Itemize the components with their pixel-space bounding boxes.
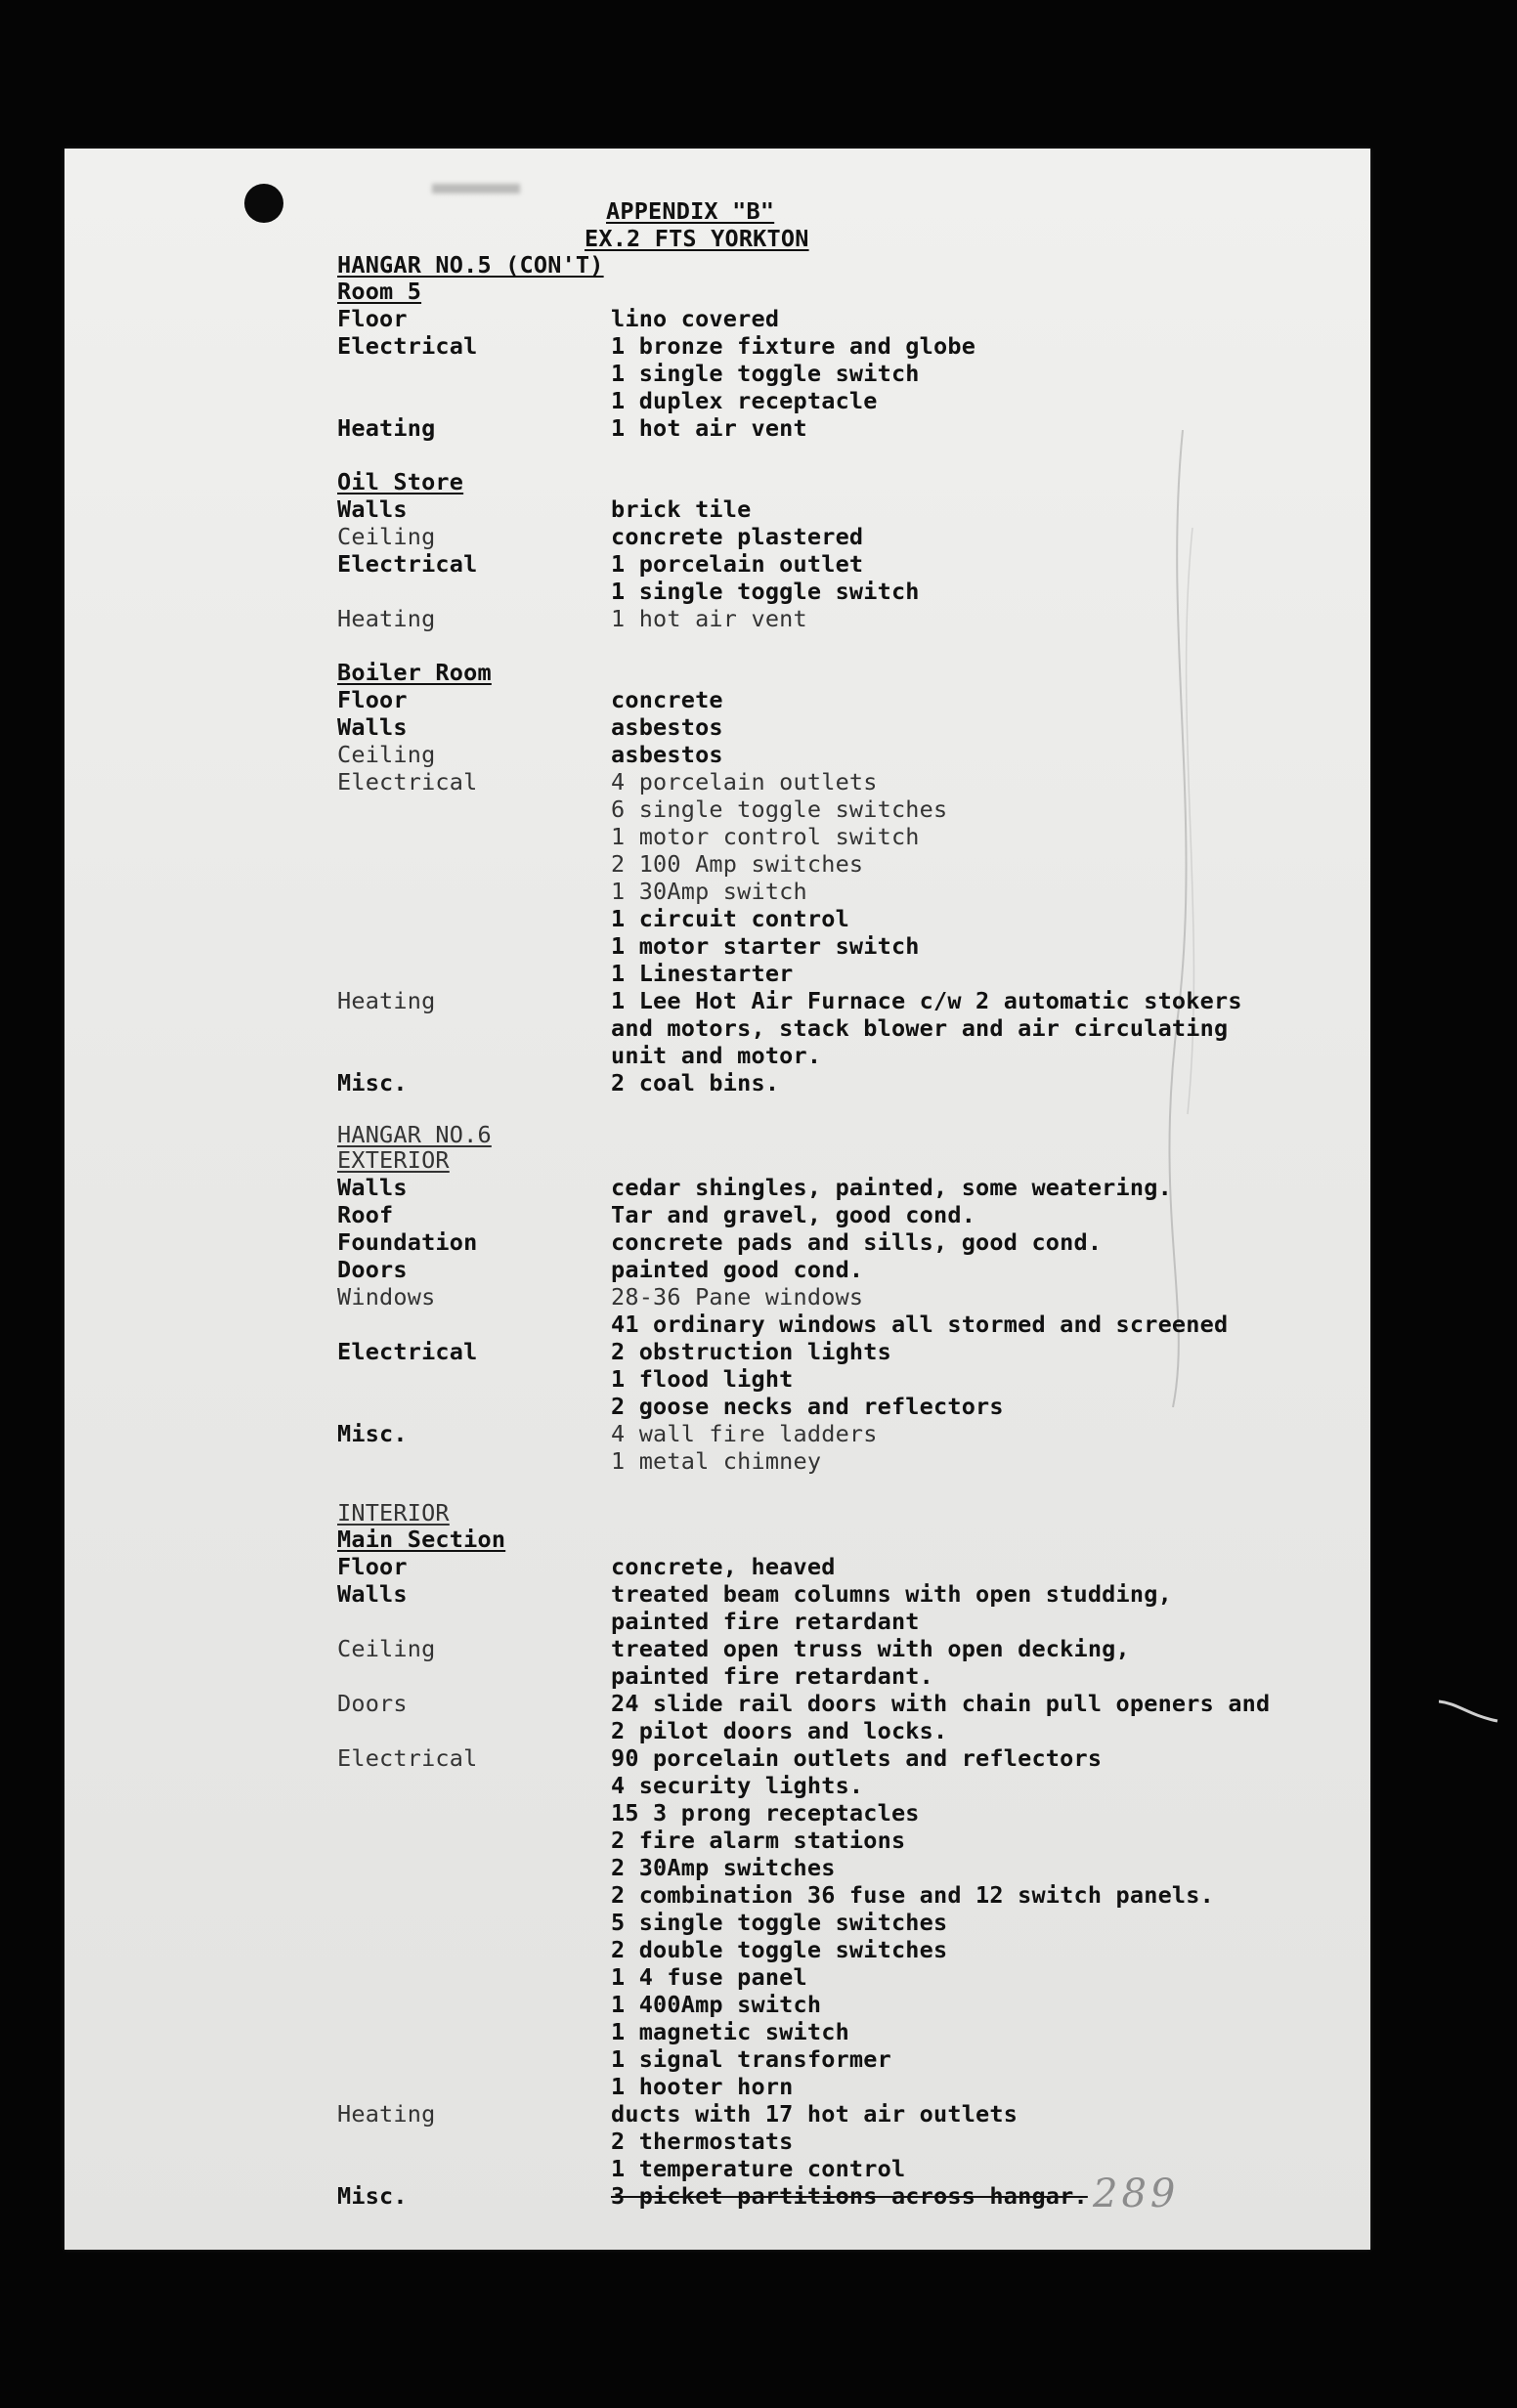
row-value: 5 single toggle switches: [611, 1909, 948, 1936]
stamp-smudge: [432, 184, 520, 194]
row-value: ducts with 17 hot air outlets: [611, 2100, 1019, 2128]
row-label: Floor: [337, 1553, 408, 1580]
row-value: 2 combination 36 fuse and 12 switch panels.: [611, 1881, 1214, 1909]
paper-crease: [1153, 430, 1212, 1407]
row-value: 1 hot air vent: [611, 414, 807, 442]
row-label: Heating: [337, 2100, 436, 2128]
row-label: Heating: [337, 605, 436, 632]
row-value: Tar and gravel, good cond.: [611, 1201, 976, 1228]
row-label: Misc.: [337, 2182, 408, 2210]
section-heading: HANGAR NO.5 (CON'T): [337, 251, 604, 279]
row-label: Ceiling: [337, 1635, 436, 1662]
row-value: 1 single toggle switch: [611, 360, 920, 387]
row-value: 90 porcelain outlets and reflectors: [611, 1744, 1103, 1772]
row-value: 2 double toggle switches: [611, 1936, 948, 1963]
row-value: 1 temperature control: [611, 2155, 906, 2182]
row-label: Walls: [337, 713, 408, 741]
row-value: 1 4 fuse panel: [611, 1963, 807, 1991]
row-value: 1 motor starter switch: [611, 932, 920, 960]
row-value: treated open truss with open decking,: [611, 1635, 1130, 1662]
row-value: 1 30Amp switch: [611, 878, 807, 905]
row-label: Electrical: [337, 1744, 478, 1772]
row-value: 1 magnetic switch: [611, 2018, 849, 2045]
appendix-title: APPENDIX "B": [606, 197, 775, 225]
row-value: treated beam columns with open studding,: [611, 1580, 1172, 1608]
row-value: 1 porcelain outlet: [611, 550, 864, 578]
row-value: 4 wall fire ladders: [611, 1420, 878, 1447]
row-value: brick tile: [611, 495, 752, 523]
document-subtitle: EX.2 FTS YORKTON: [585, 225, 809, 252]
edge-mark: [1439, 1696, 1501, 1725]
row-value: concrete pads and sills, good cond.: [611, 1228, 1103, 1256]
row-value: 15 3 prong receptacles: [611, 1799, 920, 1827]
row-value: concrete, heaved: [611, 1553, 836, 1580]
row-label: Windows: [337, 1283, 436, 1311]
row-value: 1 Lee Hot Air Furnace c/w 2 automatic stokers: [611, 987, 1242, 1014]
row-value: asbestos: [611, 741, 723, 768]
row-label: Electrical: [337, 550, 478, 578]
row-value: 2 100 Amp switches: [611, 850, 864, 878]
row-label: Floor: [337, 305, 408, 332]
row-value: painted fire retardant.: [611, 1662, 934, 1690]
row-value: 6 single toggle switches: [611, 796, 948, 823]
row-value: asbestos: [611, 713, 723, 741]
row-value: 1 motor control switch: [611, 823, 920, 850]
row-value: 4 security lights.: [611, 1772, 864, 1799]
row-value: 41 ordinary windows all stormed and screened: [611, 1311, 1229, 1338]
row-value: 1 bronze fixture and globe: [611, 332, 976, 360]
row-label: Misc.: [337, 1069, 408, 1096]
row-value: 1 flood light: [611, 1365, 794, 1393]
row-value: 2 thermostats: [611, 2128, 794, 2155]
block-heading-boiler-room: Boiler Room: [337, 659, 492, 686]
block-heading-oil-store: Oil Store: [337, 468, 464, 495]
row-value: 1 duplex receptacle: [611, 387, 878, 414]
row-label: Heating: [337, 414, 436, 442]
row-value: painted good cond.: [611, 1256, 864, 1283]
row-value: 1 metal chimney: [611, 1447, 822, 1475]
row-value: 1 circuit control: [611, 905, 849, 932]
row-value: 2 obstruction lights: [611, 1338, 891, 1365]
row-value: 4 porcelain outlets: [611, 768, 878, 796]
row-value: unit and motor.: [611, 1042, 822, 1069]
row-value: 2 goose necks and reflectors: [611, 1393, 1004, 1420]
row-label: Heating: [337, 987, 436, 1014]
row-value: 1 single toggle switch: [611, 578, 920, 605]
row-value: 2 fire alarm stations: [611, 1827, 906, 1854]
row-value: 28-36 Pane windows: [611, 1283, 864, 1311]
row-value: concrete plastered: [611, 523, 864, 550]
hangar-6-heading: HANGAR NO.6: [337, 1121, 492, 1148]
block-heading-interior: INTERIOR: [337, 1499, 450, 1526]
row-value: 1 Linestarter: [611, 960, 794, 987]
row-value: painted fire retardant: [611, 1608, 920, 1635]
row-label: Walls: [337, 1580, 408, 1608]
row-value: 24 slide rail doors with chain pull openers and: [611, 1690, 1271, 1717]
row-value: 2 pilot doors and locks.: [611, 1717, 948, 1744]
row-label: Electrical: [337, 332, 478, 360]
row-value: 1 hot air vent: [611, 605, 807, 632]
row-label: Electrical: [337, 1338, 478, 1365]
row-label: Ceiling: [337, 741, 436, 768]
row-value: lino covered: [611, 305, 780, 332]
handwritten-page-number: 289: [1093, 2172, 1180, 2216]
row-label: Roof: [337, 1201, 394, 1228]
row-value: 1 hooter horn: [611, 2073, 794, 2100]
block-heading-main-section: Main Section: [337, 1526, 506, 1553]
block-heading-exterior: EXTERIOR: [337, 1146, 450, 1174]
row-value: 1 signal transformer: [611, 2045, 891, 2073]
row-label: Ceiling: [337, 523, 436, 550]
row-value: and motors, stack blower and air circulating: [611, 1014, 1229, 1042]
punch-hole: [244, 184, 283, 223]
row-label: Misc.: [337, 1420, 408, 1447]
row-label: Walls: [337, 495, 408, 523]
row-value: 2 30Amp switches: [611, 1854, 836, 1881]
row-value: 2 coal bins.: [611, 1069, 780, 1096]
row-label: Doors: [337, 1256, 408, 1283]
row-label: Electrical: [337, 768, 478, 796]
row-label: Foundation: [337, 1228, 478, 1256]
row-label: Doors: [337, 1690, 408, 1717]
row-label: Floor: [337, 686, 408, 713]
row-value: concrete: [611, 686, 723, 713]
row-value: 3 picket partitions across hangar.: [611, 2182, 1088, 2210]
block-heading-room-5: Room 5: [337, 278, 422, 305]
row-label: Walls: [337, 1174, 408, 1201]
row-value: 1 400Amp switch: [611, 1991, 822, 2018]
row-value: cedar shingles, painted, some weatering.: [611, 1174, 1172, 1201]
